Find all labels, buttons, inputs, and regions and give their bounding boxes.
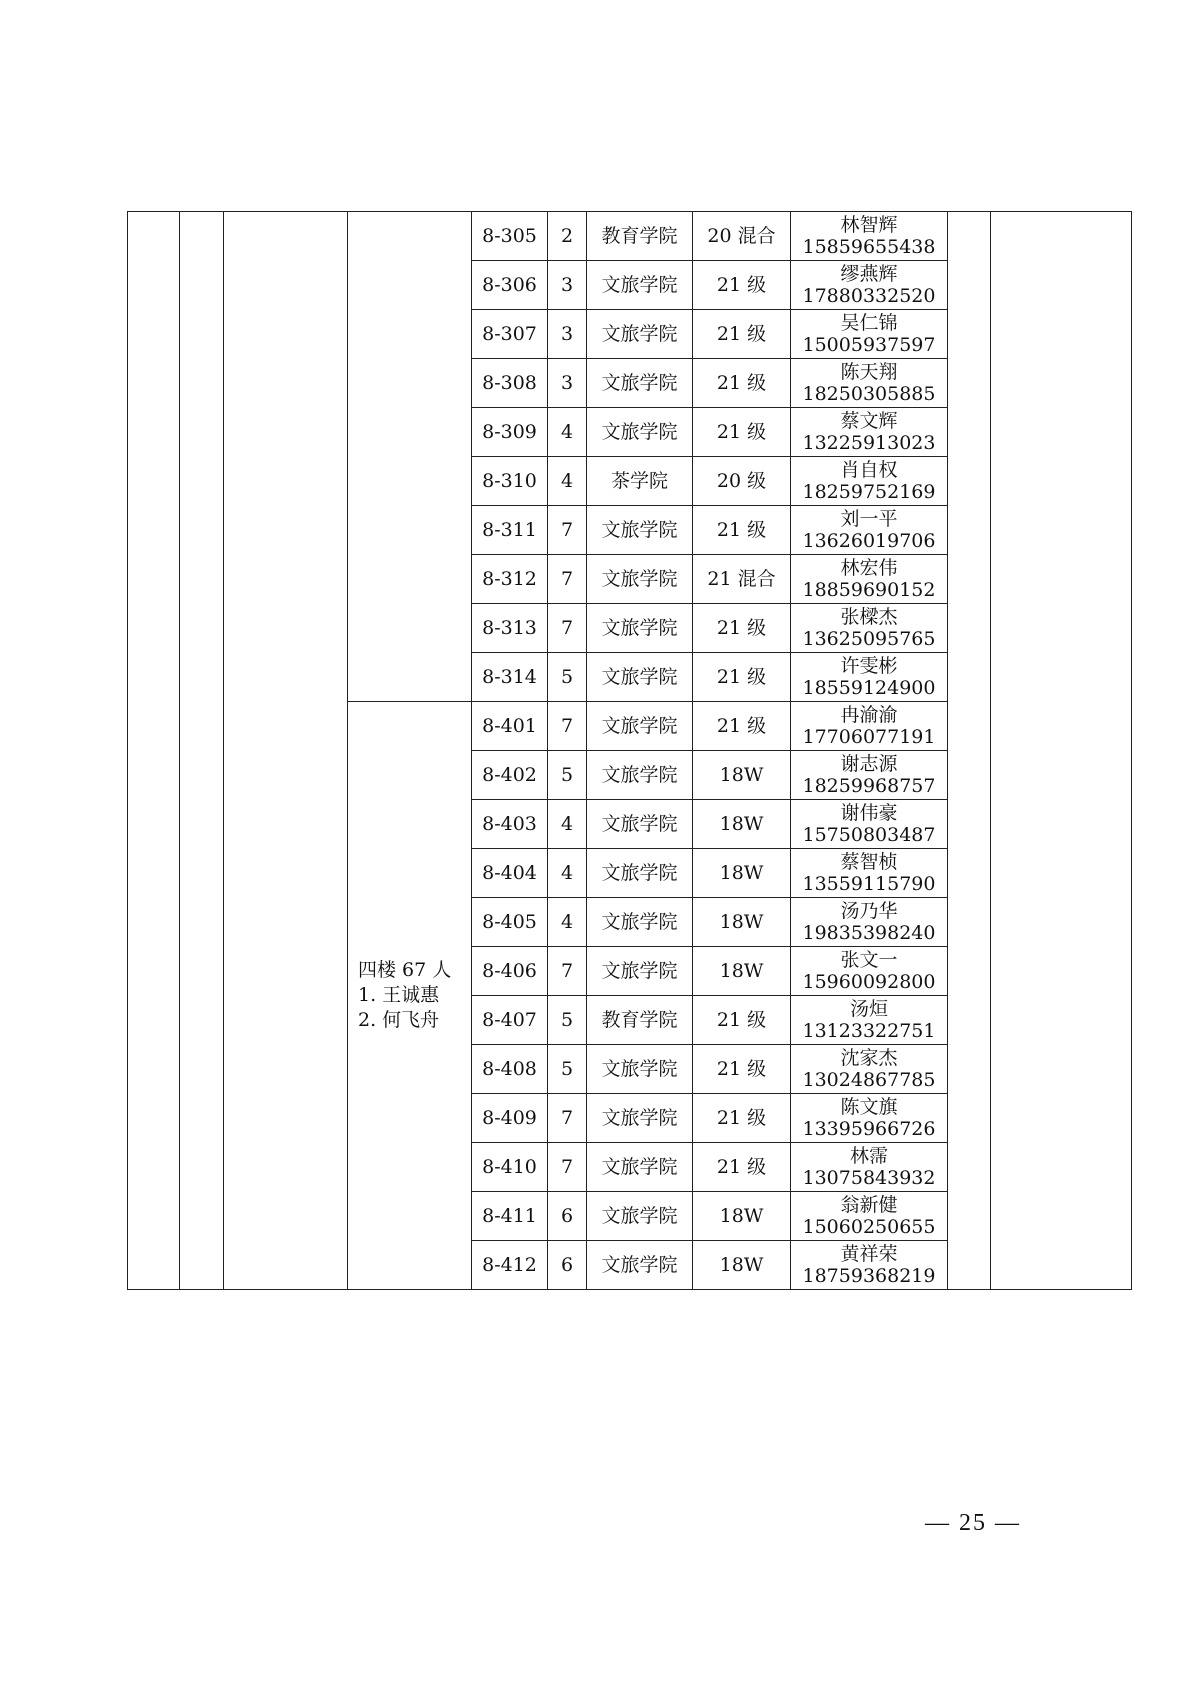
grade: 21 混合: [693, 555, 791, 604]
contact-cell: [791, 653, 948, 702]
room-number: 8-308: [472, 359, 548, 408]
contact-phone: 13625095765: [802, 628, 936, 650]
grade: 21 级: [693, 506, 791, 555]
room-number: 8-309: [472, 408, 548, 457]
college: 文旅学院: [587, 898, 693, 947]
floor-cell-empty: [348, 212, 472, 702]
occupant-count: 5: [548, 751, 587, 800]
college: 文旅学院: [587, 1094, 693, 1143]
contact-name: 林宏伟: [840, 557, 898, 579]
contact-name: 谢志源: [840, 753, 898, 775]
grade: 18W: [693, 800, 791, 849]
empty-cell: [948, 212, 991, 1290]
occupant-count: 7: [548, 1094, 587, 1143]
contact-name: 蔡智桢: [840, 851, 898, 873]
college: 文旅学院: [587, 800, 693, 849]
contact-cell: [791, 408, 948, 457]
grade: 21 级: [693, 310, 791, 359]
contact-phone: 18250305885: [802, 383, 936, 405]
room-number: 8-407: [472, 996, 548, 1045]
occupant-count: 4: [548, 849, 587, 898]
grade: 18W: [693, 849, 791, 898]
college: 文旅学院: [587, 555, 693, 604]
occupant-count: 2: [548, 212, 587, 261]
occupant-count: 7: [548, 1143, 587, 1192]
contact-phone: 13225913023: [802, 432, 936, 454]
college: 文旅学院: [587, 1192, 693, 1241]
contact-phone: 13123322751: [802, 1020, 936, 1042]
college: 文旅学院: [587, 604, 693, 653]
room-number: 8-402: [472, 751, 548, 800]
college: 文旅学院: [587, 408, 693, 457]
room-number: 8-312: [472, 555, 548, 604]
contact-name: 许雯彬: [840, 655, 898, 677]
room-number: 8-313: [472, 604, 548, 653]
grade: 18W: [693, 1192, 791, 1241]
contact-cell: [791, 506, 948, 555]
occupant-count: 7: [548, 702, 587, 751]
grade: 21 级: [693, 702, 791, 751]
room-number: 8-404: [472, 849, 548, 898]
room-number: 8-405: [472, 898, 548, 947]
contact-phone: 15960092800: [802, 971, 936, 993]
grade: 21 级: [693, 261, 791, 310]
contact-phone: 13626019706: [802, 530, 936, 552]
grade: 18W: [693, 898, 791, 947]
room-number: 8-310: [472, 457, 548, 506]
grade: 21 级: [693, 1094, 791, 1143]
contact-cell: [791, 947, 948, 996]
contact-name: 张樑杰: [840, 606, 898, 628]
grade: 21 级: [693, 408, 791, 457]
occupant-count: 5: [548, 653, 587, 702]
floor4-label-cell: [348, 702, 472, 1290]
contact-name: 黄祥荣: [840, 1243, 898, 1265]
contact-phone: 18259968757: [802, 775, 936, 797]
contact-cell: [791, 996, 948, 1045]
grade: 21 级: [693, 1143, 791, 1192]
college: 文旅学院: [587, 702, 693, 751]
contact-cell: [791, 1094, 948, 1143]
college: 文旅学院: [587, 1241, 693, 1290]
contact-cell: [791, 702, 948, 751]
contact-cell: [791, 1241, 948, 1290]
contact-name: 蔡文辉: [840, 410, 898, 432]
contact-name: 陈文旗: [840, 1096, 898, 1118]
grade: 18W: [693, 751, 791, 800]
occupant-count: 4: [548, 898, 587, 947]
contact-phone: 13395966726: [802, 1118, 936, 1140]
contact-name: 肖自权: [840, 459, 898, 481]
grade: 21 级: [693, 996, 791, 1045]
grade: 18W: [693, 947, 791, 996]
college: 文旅学院: [587, 849, 693, 898]
contact-phone: 17706077191: [802, 726, 936, 748]
occupant-count: 5: [548, 996, 587, 1045]
empty-cell: [128, 212, 180, 1290]
room-number: 8-306: [472, 261, 548, 310]
occupant-count: 7: [548, 604, 587, 653]
contact-name: 翁新健: [840, 1194, 898, 1216]
college: 文旅学院: [587, 653, 693, 702]
contact-cell: [791, 261, 948, 310]
contact-name: 林智辉: [840, 214, 898, 236]
occupant-count: 6: [548, 1192, 587, 1241]
contact-cell: [791, 1143, 948, 1192]
occupant-count: 3: [548, 359, 587, 408]
room-number: 8-305: [472, 212, 548, 261]
contact-cell: [791, 1192, 948, 1241]
empty-cell: [180, 212, 224, 1290]
contact-cell: [791, 555, 948, 604]
contact-phone: 15859655438: [802, 236, 936, 258]
contact-name: 陈天翔: [840, 361, 898, 383]
room-number: 8-410: [472, 1143, 548, 1192]
contact-cell: [791, 604, 948, 653]
room-number: 8-409: [472, 1094, 548, 1143]
contact-phone: 13075843932: [802, 1167, 936, 1189]
grade: 21 级: [693, 653, 791, 702]
contact-cell: [791, 457, 948, 506]
contact-cell: [791, 212, 948, 261]
page-number: — 25 —: [925, 1510, 1021, 1536]
contact-cell: [791, 1045, 948, 1094]
contact-phone: 15005937597: [802, 334, 936, 356]
college: 教育学院: [587, 996, 693, 1045]
grade: 18W: [693, 1241, 791, 1290]
contact-cell: [791, 359, 948, 408]
occupant-count: 6: [548, 1241, 587, 1290]
college: 文旅学院: [587, 506, 693, 555]
floor4-title: 四楼 67 人: [358, 959, 452, 981]
occupant-count: 4: [548, 800, 587, 849]
empty-cell: [224, 212, 348, 1290]
floor4-leader: 2. 何飞舟: [358, 1009, 440, 1031]
college: 文旅学院: [587, 751, 693, 800]
occupant-count: 7: [548, 947, 587, 996]
occupant-count: 7: [548, 555, 587, 604]
contact-phone: 13559115790: [802, 873, 936, 895]
contact-phone: 18559124900: [802, 677, 936, 699]
contact-phone: 18259752169: [802, 481, 936, 503]
room-number: 8-403: [472, 800, 548, 849]
contact-cell: [791, 751, 948, 800]
contact-name: 缪燕辉: [840, 263, 898, 285]
college: 文旅学院: [587, 1143, 693, 1192]
college: 教育学院: [587, 212, 693, 261]
contact-phone: 15060250655: [802, 1216, 936, 1238]
contact-phone: 18759368219: [802, 1265, 936, 1287]
grade: 21 级: [693, 604, 791, 653]
floor4-leader: 1. 王诚惠: [358, 984, 440, 1006]
contact-phone: 18859690152: [802, 579, 936, 601]
empty-cell: [991, 212, 1132, 1290]
college: 文旅学院: [587, 359, 693, 408]
room-number: 8-408: [472, 1045, 548, 1094]
room-number: 8-412: [472, 1241, 548, 1290]
grade: 21 级: [693, 359, 791, 408]
contact-cell: [791, 310, 948, 359]
college: 文旅学院: [587, 261, 693, 310]
occupant-count: 5: [548, 1045, 587, 1094]
grade: 21 级: [693, 1045, 791, 1094]
table-body: [128, 212, 1132, 1290]
room-number: 8-311: [472, 506, 548, 555]
contact-cell: [791, 849, 948, 898]
room-number: 8-411: [472, 1192, 548, 1241]
room-number: 8-314: [472, 653, 548, 702]
college: 文旅学院: [587, 947, 693, 996]
college: 文旅学院: [587, 1045, 693, 1094]
contact-phone: 15750803487: [802, 824, 936, 846]
contact-name: 林霈: [849, 1145, 888, 1167]
occupant-count: 4: [548, 408, 587, 457]
contact-phone: 13024867785: [802, 1069, 936, 1091]
contact-cell: [791, 898, 948, 947]
occupant-count: 3: [548, 261, 587, 310]
occupant-count: 7: [548, 506, 587, 555]
college: 茶学院: [587, 457, 693, 506]
contact-name: 汤烜: [849, 998, 888, 1020]
grade: 20 级: [693, 457, 791, 506]
contact-phone: 17880332520: [802, 285, 936, 307]
contact-name: 汤乃华: [840, 900, 898, 922]
contact-name: 谢伟豪: [840, 802, 898, 824]
room-number: 8-307: [472, 310, 548, 359]
contact-name: 冉渝渝: [840, 704, 898, 726]
occupant-count: 4: [548, 457, 587, 506]
contact-name: 吴仁锦: [840, 312, 898, 334]
room-number: 8-406: [472, 947, 548, 996]
table-row: [128, 212, 1132, 261]
contact-name: 沈家杰: [840, 1047, 898, 1069]
contact-name: 张文一: [840, 949, 898, 971]
contact-phone: 19835398240: [802, 922, 936, 944]
contact-name: 刘一平: [840, 508, 898, 530]
room-number: 8-401: [472, 702, 548, 751]
dormitory-table: [127, 211, 1132, 1290]
grade: 20 混合: [693, 212, 791, 261]
occupant-count: 3: [548, 310, 587, 359]
college: 文旅学院: [587, 310, 693, 359]
contact-cell: [791, 800, 948, 849]
